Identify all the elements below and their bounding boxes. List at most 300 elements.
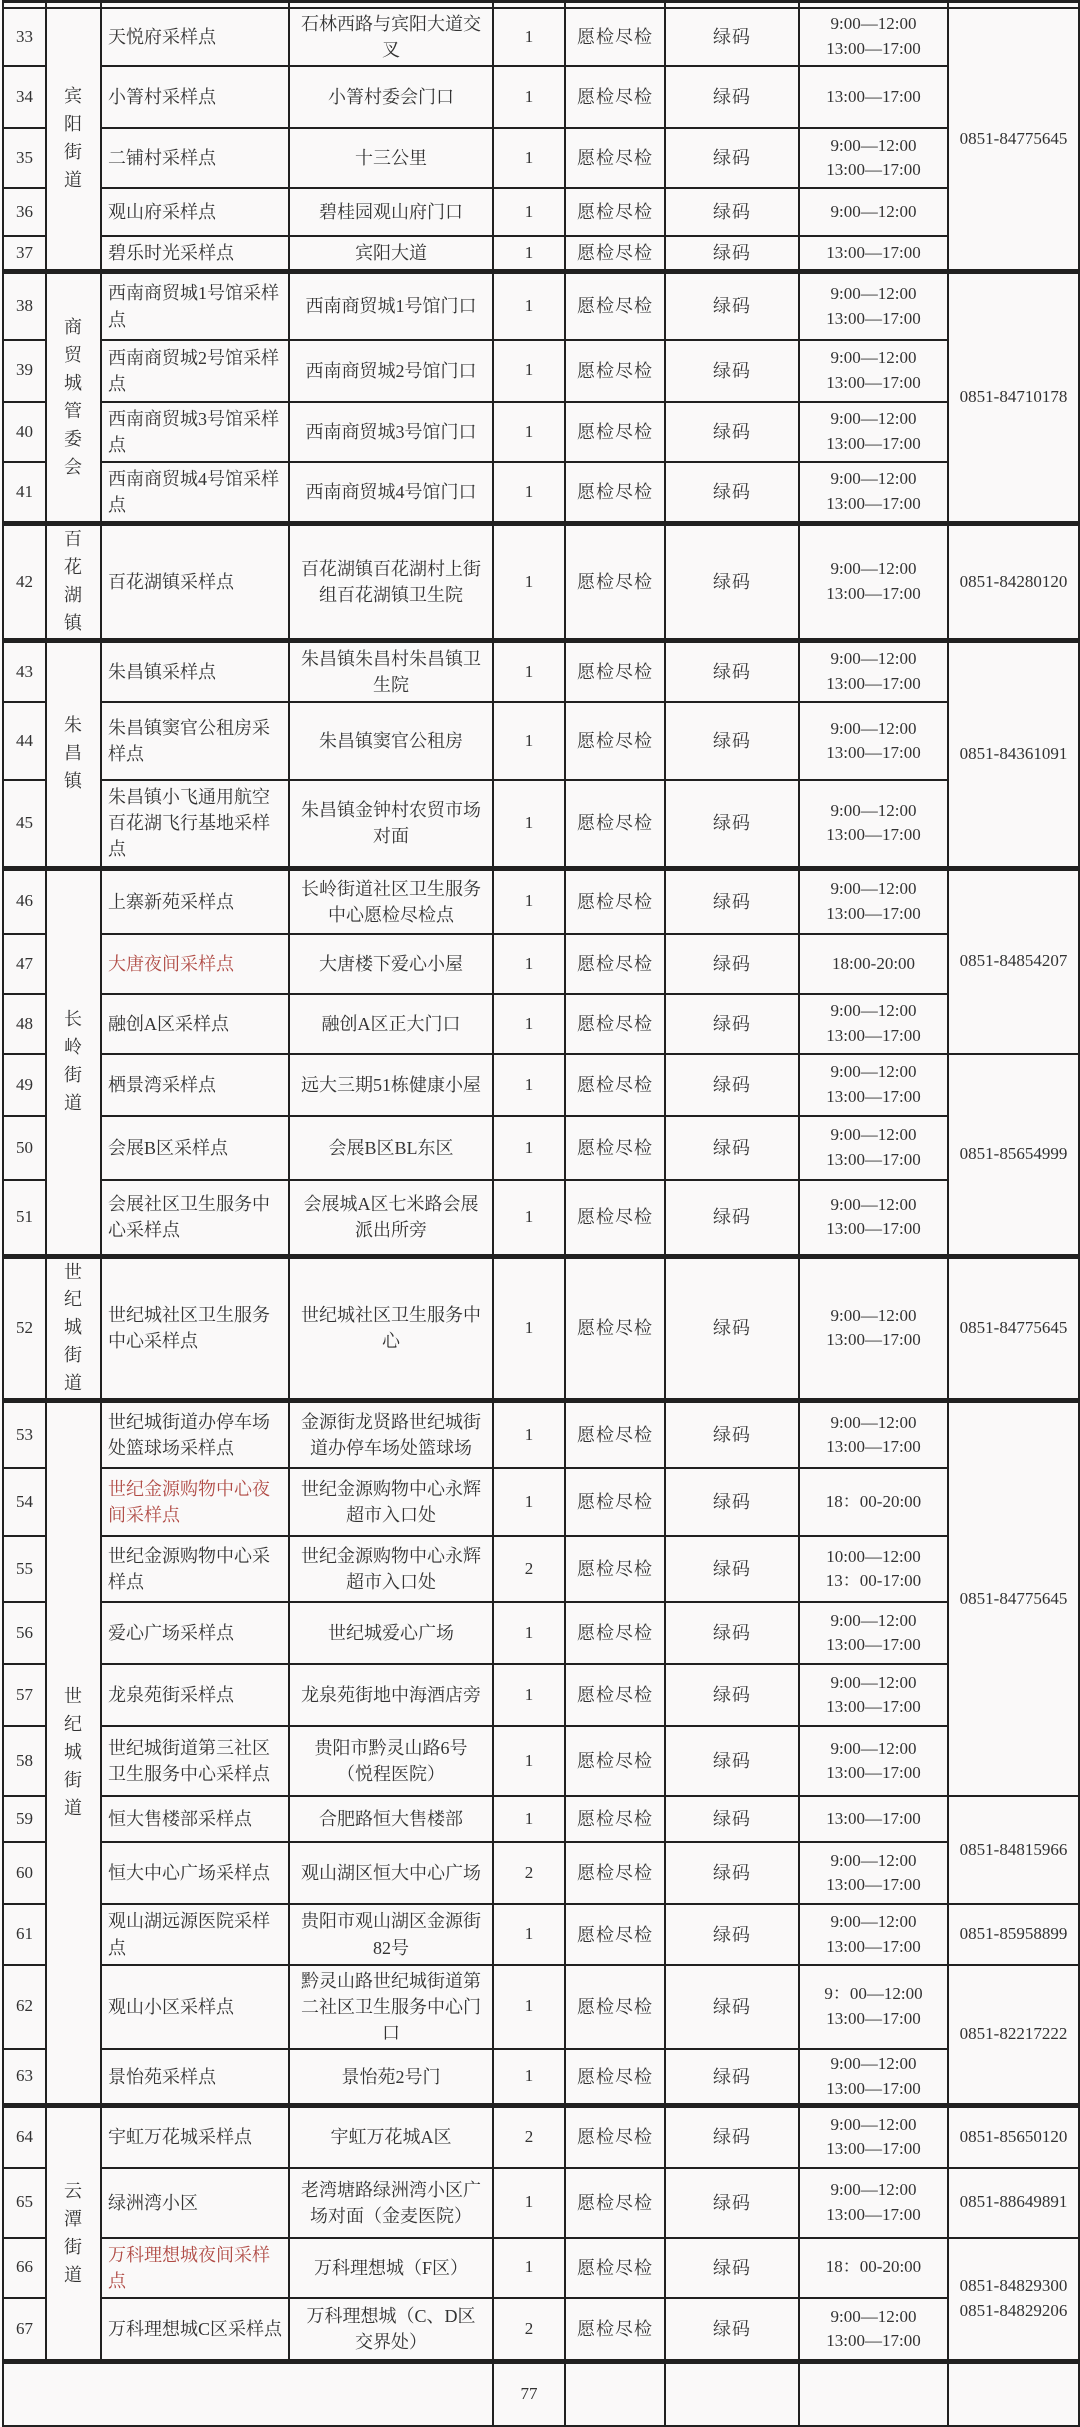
health-code-cell: 绿码 <box>665 402 799 462</box>
health-code-cell: 绿码 <box>665 1726 799 1796</box>
address-cell: 景怡苑2号门 <box>289 2049 493 2106</box>
address-cell: 世纪金源购物中心永辉超市入口处 <box>289 1468 493 1536</box>
health-code-cell: 绿码 <box>665 1116 799 1180</box>
total-row <box>3 2362 1079 2426</box>
count-cell: 1 <box>493 1664 565 1726</box>
sampling-points-table <box>2 0 1080 2427</box>
phone-cell: 0851-84361091 <box>948 640 1079 868</box>
table-row <box>3 1536 1079 1602</box>
sampling-point-name-cell: 万科理想城C区采样点 <box>101 2298 289 2362</box>
table-row <box>3 8 1079 66</box>
row-number-cell: 38 <box>3 272 46 340</box>
count-cell: 1 <box>493 1256 565 1400</box>
sampling-point-name-cell: 朱昌镇小飞通用航空百花湖飞行基地采样点 <box>101 780 289 868</box>
service-time-cell: 9:00—12:00 13:00—17:00 <box>799 8 948 66</box>
address-cell: 世纪城社区卫生服务中心 <box>289 1256 493 1400</box>
sampling-point-name-cell: 爱心广场采样点 <box>101 1602 289 1664</box>
table-row <box>3 188 1079 236</box>
health-code-cell: 绿码 <box>665 8 799 66</box>
row-number-cell: 36 <box>3 188 46 236</box>
table-row <box>3 2298 1079 2362</box>
empty-cell <box>565 2362 665 2426</box>
count-cell: 2 <box>493 2106 565 2168</box>
service-time-cell: 9:00—12:00 13:00—17:00 <box>799 1054 948 1116</box>
check-type-cell: 愿检尽检 <box>565 2168 665 2238</box>
row-number-cell: 40 <box>3 402 46 462</box>
health-code-cell: 绿码 <box>665 2168 799 2238</box>
table-row <box>3 934 1079 994</box>
sampling-point-name-cell: 宇虹万花城采样点 <box>101 2106 289 2168</box>
sampling-point-name-cell: 会展B区采样点 <box>101 1116 289 1180</box>
table-row <box>3 2238 1079 2298</box>
check-type-cell: 愿检尽检 <box>565 1116 665 1180</box>
health-code-cell: 绿码 <box>665 1842 799 1904</box>
street-cell: 百花湖镇 <box>46 524 101 641</box>
health-code-cell: 绿码 <box>665 236 799 272</box>
table-row <box>3 2049 1079 2106</box>
table-row <box>3 1400 1079 1468</box>
service-time-cell: 9:00—12:00 13:00—17:00 <box>799 1664 948 1726</box>
health-code-cell: 绿码 <box>665 780 799 868</box>
count-cell: 1 <box>493 272 565 340</box>
street-cell: 世纪城街道 <box>46 1256 101 1400</box>
table-row <box>3 1664 1079 1726</box>
address-cell: 大唐楼下爱心小屋 <box>289 934 493 994</box>
check-type-cell: 愿检尽检 <box>565 780 665 868</box>
count-cell: 1 <box>493 780 565 868</box>
row-number-cell: 66 <box>3 2238 46 2298</box>
address-cell: 西南商贸城4号馆门口 <box>289 462 493 524</box>
address-cell: 宇虹万花城A区 <box>289 2106 493 2168</box>
address-cell: 碧桂园观山府门口 <box>289 188 493 236</box>
address-cell: 世纪城爱心广场 <box>289 1602 493 1664</box>
address-cell: 十三公里 <box>289 128 493 188</box>
empty-cell <box>799 2362 948 2426</box>
row-number-cell: 65 <box>3 2168 46 2238</box>
row-number-cell: 43 <box>3 640 46 702</box>
sampling-point-name-cell: 世纪金源购物中心采样点 <box>101 1536 289 1602</box>
count-cell: 1 <box>493 1054 565 1116</box>
health-code-cell: 绿码 <box>665 702 799 780</box>
check-type-cell: 愿检尽检 <box>565 1256 665 1400</box>
health-code-cell: 绿码 <box>665 2106 799 2168</box>
table-row <box>3 2168 1079 2238</box>
check-type-cell: 愿检尽检 <box>565 1180 665 1256</box>
row-number-cell: 61 <box>3 1904 46 1964</box>
address-cell: 会展B区BL东区 <box>289 1116 493 1180</box>
service-time-cell: 9:00—12:00 13:00—17:00 <box>799 524 948 641</box>
service-time-cell: 9:00—12:00 13:00—17:00 <box>799 702 948 780</box>
address-cell: 老湾塘路绿洲湾小区广场对面（金麦医院） <box>289 2168 493 2238</box>
sampling-point-name-cell: 恒大售楼部采样点 <box>101 1796 289 1842</box>
table-row <box>3 402 1079 462</box>
check-type-cell: 愿检尽检 <box>565 640 665 702</box>
count-cell: 1 <box>493 128 565 188</box>
table-body <box>3 2 1079 2426</box>
check-type-cell: 愿检尽检 <box>565 1664 665 1726</box>
table-row <box>3 780 1079 868</box>
check-type-cell: 愿检尽检 <box>565 994 665 1054</box>
health-code-cell: 绿码 <box>665 2049 799 2106</box>
count-cell: 2 <box>493 1842 565 1904</box>
health-code-cell: 绿码 <box>665 934 799 994</box>
service-time-cell: 9:00—12:00 13:00—17:00 <box>799 1602 948 1664</box>
sampling-point-name-cell: 西南商贸城1号馆采样点 <box>101 272 289 340</box>
table-row <box>3 1602 1079 1664</box>
table-row <box>3 1796 1079 1842</box>
phone-cell: 0851-84710178 <box>948 272 1079 524</box>
address-cell: 朱昌镇窦官公租房 <box>289 702 493 780</box>
table-row <box>3 66 1079 128</box>
sampling-point-name-cell: 世纪城社区卫生服务中心采样点 <box>101 1256 289 1400</box>
service-time-cell: 10:00—12:00 13：00-17:00 <box>799 1536 948 1602</box>
service-time-cell: 9:00—12:00 13:00—17:00 <box>799 1256 948 1400</box>
table-row <box>3 462 1079 524</box>
count-cell: 1 <box>493 66 565 128</box>
count-cell: 1 <box>493 868 565 934</box>
address-cell: 长岭街道社区卫生服务中心愿检尽检点 <box>289 868 493 934</box>
phone-cell: 0851-85650120 <box>948 2106 1079 2168</box>
table-row <box>3 1904 1079 1964</box>
count-cell: 1 <box>493 934 565 994</box>
service-time-cell: 13:00—17:00 <box>799 1796 948 1842</box>
table-row <box>3 994 1079 1054</box>
row-number-cell: 58 <box>3 1726 46 1796</box>
service-time-cell: 9:00—12:00 13:00—17:00 <box>799 340 948 402</box>
phone-cell: 0851-85654999 <box>948 1054 1079 1256</box>
sampling-point-name-cell: 观山小区采样点 <box>101 1965 289 2049</box>
address-cell: 百花湖镇百花湖村上街组百花湖镇卫生院 <box>289 524 493 641</box>
table-row <box>3 868 1079 934</box>
street-cell: 世纪城街道 <box>46 1400 101 2105</box>
address-cell: 万科理想城（C、D区交界处） <box>289 2298 493 2362</box>
check-type-cell: 愿检尽检 <box>565 1726 665 1796</box>
health-code-cell: 绿码 <box>665 868 799 934</box>
table-row <box>3 236 1079 272</box>
address-cell: 石林西路与宾阳大道交叉 <box>289 8 493 66</box>
count-cell: 2 <box>493 2298 565 2362</box>
count-cell: 1 <box>493 1180 565 1256</box>
sampling-point-name-cell: 大唐夜间采样点 <box>101 934 289 994</box>
health-code-cell: 绿码 <box>665 1054 799 1116</box>
row-number-cell: 48 <box>3 994 46 1054</box>
row-number-cell: 49 <box>3 1054 46 1116</box>
row-number-cell: 37 <box>3 236 46 272</box>
empty-cell <box>665 2362 799 2426</box>
address-cell: 合肥路恒大售楼部 <box>289 1796 493 1842</box>
sampling-point-name-cell: 朱昌镇采样点 <box>101 640 289 702</box>
check-type-cell: 愿检尽检 <box>565 868 665 934</box>
table-row <box>3 128 1079 188</box>
street-cell: 朱昌镇 <box>46 640 101 868</box>
row-number-cell: 55 <box>3 1536 46 1602</box>
phone-cell: 0851-84854207 <box>948 868 1079 1054</box>
row-number-cell: 44 <box>3 702 46 780</box>
address-cell: 远大三期51栋健康小屋 <box>289 1054 493 1116</box>
count-cell: 1 <box>493 524 565 641</box>
table-row <box>3 1468 1079 1536</box>
sampling-point-name-cell: 朱昌镇窦官公租房采样点 <box>101 702 289 780</box>
street-cell: 云潭街道 <box>46 2106 101 2362</box>
address-cell: 西南商贸城1号馆门口 <box>289 272 493 340</box>
health-code-cell: 绿码 <box>665 524 799 641</box>
table-row <box>3 702 1079 780</box>
check-type-cell: 愿检尽检 <box>565 1400 665 1468</box>
check-type-cell: 愿检尽检 <box>565 934 665 994</box>
address-cell: 会展城A区七米路会展派出所旁 <box>289 1180 493 1256</box>
row-number-cell: 33 <box>3 8 46 66</box>
health-code-cell: 绿码 <box>665 1796 799 1842</box>
check-type-cell: 愿检尽检 <box>565 2049 665 2106</box>
sampling-point-name-cell: 观山湖远源医院采样点 <box>101 1904 289 1964</box>
row-number-cell: 53 <box>3 1400 46 1468</box>
check-type-cell: 愿检尽检 <box>565 1602 665 1664</box>
count-cell: 1 <box>493 1468 565 1536</box>
sampling-point-name-cell: 西南商贸城4号馆采样点 <box>101 462 289 524</box>
sampling-point-name-cell: 西南商贸城3号馆采样点 <box>101 402 289 462</box>
health-code-cell: 绿码 <box>665 1602 799 1664</box>
count-cell: 1 <box>493 402 565 462</box>
street-cell: 长岭街道 <box>46 868 101 1256</box>
check-type-cell: 愿检尽检 <box>565 236 665 272</box>
table-row <box>3 1965 1079 2049</box>
address-cell: 西南商贸城2号馆门口 <box>289 340 493 402</box>
health-code-cell: 绿码 <box>665 340 799 402</box>
count-cell: 1 <box>493 8 565 66</box>
health-code-cell: 绿码 <box>665 1664 799 1726</box>
check-type-cell: 愿检尽检 <box>565 1054 665 1116</box>
health-code-cell: 绿码 <box>665 994 799 1054</box>
service-time-cell: 9:00—12:00 13:00—17:00 <box>799 1400 948 1468</box>
empty-cell <box>948 2362 1079 2426</box>
sampling-point-name-cell: 会展社区卫生服务中心采样点 <box>101 1180 289 1256</box>
count-cell: 1 <box>493 640 565 702</box>
table-row <box>3 1180 1079 1256</box>
count-cell: 1 <box>493 1726 565 1796</box>
address-cell: 宾阳大道 <box>289 236 493 272</box>
row-number-cell: 59 <box>3 1796 46 1842</box>
count-cell: 1 <box>493 1904 565 1964</box>
phone-cell: 0851-84775645 <box>948 1400 1079 1796</box>
service-time-cell: 9:00—12:00 13:00—17:00 <box>799 2106 948 2168</box>
count-cell: 1 <box>493 2049 565 2106</box>
service-time-cell: 9：00—12:00 13:00—17:00 <box>799 1965 948 2049</box>
service-time-cell: 9:00—12:00 13:00—17:00 <box>799 780 948 868</box>
check-type-cell: 愿检尽检 <box>565 402 665 462</box>
phone-cell: 0851-84815966 <box>948 1796 1079 1904</box>
phone-cell: 0851-85958899 <box>948 1904 1079 1964</box>
health-code-cell: 绿码 <box>665 1468 799 1536</box>
service-time-cell: 18：00-20:00 <box>799 1468 948 1536</box>
health-code-cell: 绿码 <box>665 1904 799 1964</box>
check-type-cell: 愿检尽检 <box>565 1842 665 1904</box>
check-type-cell: 愿检尽检 <box>565 2298 665 2362</box>
health-code-cell: 绿码 <box>665 462 799 524</box>
check-type-cell: 愿检尽检 <box>565 1904 665 1964</box>
service-time-cell: 9:00—12:00 13:00—17:00 <box>799 1180 948 1256</box>
health-code-cell: 绿码 <box>665 640 799 702</box>
check-type-cell: 愿检尽检 <box>565 1536 665 1602</box>
count-cell: 1 <box>493 188 565 236</box>
phone-cell: 0851-84829300 0851-84829206 <box>948 2238 1079 2362</box>
address-cell: 万科理想城（F区） <box>289 2238 493 2298</box>
service-time-cell: 9:00—12:00 <box>799 188 948 236</box>
table-row <box>3 524 1079 641</box>
address-cell: 融创A区正大门口 <box>289 994 493 1054</box>
count-cell: 1 <box>493 1400 565 1468</box>
table-row <box>3 1726 1079 1796</box>
sampling-point-name-cell: 小箐村采样点 <box>101 66 289 128</box>
phone-cell: 0851-84775645 <box>948 1256 1079 1400</box>
address-cell: 朱昌镇朱昌村朱昌镇卫生院 <box>289 640 493 702</box>
row-number-cell: 50 <box>3 1116 46 1180</box>
table-row <box>3 1116 1079 1180</box>
service-time-cell: 9:00—12:00 13:00—17:00 <box>799 2049 948 2106</box>
table-row <box>3 640 1079 702</box>
phone-cell: 0851-82217222 <box>948 1965 1079 2106</box>
address-cell: 黔灵山路世纪城街道第二社区卫生服务中心门口 <box>289 1965 493 2049</box>
service-time-cell: 9:00—12:00 13:00—17:00 <box>799 1116 948 1180</box>
phone-cell: 0851-84775645 <box>948 8 1079 272</box>
total-spacer-cell <box>3 2362 493 2426</box>
row-number-cell: 52 <box>3 1256 46 1400</box>
sampling-point-name-cell: 西南商贸城2号馆采样点 <box>101 340 289 402</box>
check-type-cell: 愿检尽检 <box>565 702 665 780</box>
row-number-cell: 64 <box>3 2106 46 2168</box>
row-number-cell: 41 <box>3 462 46 524</box>
check-type-cell: 愿检尽检 <box>565 1965 665 2049</box>
street-cell: 宾阳街道 <box>46 8 101 272</box>
row-number-cell: 57 <box>3 1664 46 1726</box>
total-count-cell: 77 <box>493 2362 565 2426</box>
service-time-cell: 9:00—12:00 13:00—17:00 <box>799 402 948 462</box>
service-time-cell: 9:00—12:00 13:00—17:00 <box>799 1904 948 1964</box>
row-number-cell: 63 <box>3 2049 46 2106</box>
row-number-cell: 35 <box>3 128 46 188</box>
row-number-cell: 60 <box>3 1842 46 1904</box>
health-code-cell: 绿码 <box>665 2298 799 2362</box>
health-code-cell: 绿码 <box>665 128 799 188</box>
service-time-cell: 9:00—12:00 13:00—17:00 <box>799 128 948 188</box>
table-row <box>3 2106 1079 2168</box>
row-number-cell: 45 <box>3 780 46 868</box>
check-type-cell: 愿检尽检 <box>565 524 665 641</box>
sampling-point-name-cell: 二铺村采样点 <box>101 128 289 188</box>
phone-cell: 0851-84280120 <box>948 524 1079 641</box>
check-type-cell: 愿检尽检 <box>565 2238 665 2298</box>
check-type-cell: 愿检尽检 <box>565 1796 665 1842</box>
address-cell: 朱昌镇金钟村农贸市场对面 <box>289 780 493 868</box>
health-code-cell: 绿码 <box>665 1536 799 1602</box>
address-cell: 小箐村委会门口 <box>289 66 493 128</box>
service-time-cell: 9:00—12:00 13:00—17:00 <box>799 2298 948 2362</box>
count-cell: 1 <box>493 1796 565 1842</box>
health-code-cell: 绿码 <box>665 2238 799 2298</box>
address-cell: 龙泉苑街地中海酒店旁 <box>289 1664 493 1726</box>
service-time-cell: 9:00—12:00 13:00—17:00 <box>799 640 948 702</box>
count-cell: 1 <box>493 702 565 780</box>
phone-cell: 0851-88649891 <box>948 2168 1079 2238</box>
address-cell: 贵阳市黔灵山路6号（悦程医院） <box>289 1726 493 1796</box>
check-type-cell: 愿检尽检 <box>565 340 665 402</box>
count-cell: 1 <box>493 236 565 272</box>
sampling-point-name-cell: 上寨新苑采样点 <box>101 868 289 934</box>
service-time-cell: 9:00—12:00 13:00—17:00 <box>799 2168 948 2238</box>
count-cell: 1 <box>493 1116 565 1180</box>
row-number-cell: 56 <box>3 1602 46 1664</box>
sampling-point-name-cell: 恒大中心广场采样点 <box>101 1842 289 1904</box>
address-cell: 西南商贸城3号馆门口 <box>289 402 493 462</box>
sampling-point-name-cell: 栖景湾采样点 <box>101 1054 289 1116</box>
count-cell: 1 <box>493 994 565 1054</box>
address-cell: 世纪金源购物中心永辉超市入口处 <box>289 1536 493 1602</box>
sampling-point-name-cell: 龙泉苑街采样点 <box>101 1664 289 1726</box>
sampling-point-name-cell: 百花湖镇采样点 <box>101 524 289 641</box>
check-type-cell: 愿检尽检 <box>565 66 665 128</box>
service-time-cell: 18：00-20:00 <box>799 2238 948 2298</box>
sampling-point-name-cell: 碧乐时光采样点 <box>101 236 289 272</box>
count-cell: 2 <box>493 1536 565 1602</box>
service-time-cell: 9:00—12:00 13:00—17:00 <box>799 994 948 1054</box>
health-code-cell: 绿码 <box>665 1965 799 2049</box>
service-time-cell: 9:00—12:00 13:00—17:00 <box>799 1726 948 1796</box>
check-type-cell: 愿检尽检 <box>565 8 665 66</box>
check-type-cell: 愿检尽检 <box>565 462 665 524</box>
row-number-cell: 67 <box>3 2298 46 2362</box>
service-time-cell: 9:00—12:00 13:00—17:00 <box>799 462 948 524</box>
service-time-cell: 9:00—12:00 13:00—17:00 <box>799 1842 948 1904</box>
row-number-cell: 42 <box>3 524 46 641</box>
service-time-cell: 9:00—12:00 13:00—17:00 <box>799 868 948 934</box>
row-number-cell: 46 <box>3 868 46 934</box>
address-cell: 金源街龙贤路世纪城街道办停车场处篮球场 <box>289 1400 493 1468</box>
service-time-cell: 13:00—17:00 <box>799 236 948 272</box>
sampling-point-name-cell: 景怡苑采样点 <box>101 2049 289 2106</box>
sampling-point-name-cell: 观山府采样点 <box>101 188 289 236</box>
health-code-cell: 绿码 <box>665 188 799 236</box>
check-type-cell: 愿检尽检 <box>565 272 665 340</box>
sampling-point-name-cell: 天悦府采样点 <box>101 8 289 66</box>
check-type-cell: 愿检尽检 <box>565 128 665 188</box>
table-row <box>3 272 1079 340</box>
count-cell: 1 <box>493 2238 565 2298</box>
row-number-cell: 62 <box>3 1965 46 2049</box>
service-time-cell: 18:00-20:00 <box>799 934 948 994</box>
count-cell: 1 <box>493 1602 565 1664</box>
check-type-cell: 愿检尽检 <box>565 2106 665 2168</box>
address-cell: 观山湖区恒大中心广场 <box>289 1842 493 1904</box>
service-time-cell: 13:00—17:00 <box>799 66 948 128</box>
row-number-cell: 34 <box>3 66 46 128</box>
health-code-cell: 绿码 <box>665 1180 799 1256</box>
health-code-cell: 绿码 <box>665 66 799 128</box>
row-number-cell: 51 <box>3 1180 46 1256</box>
count-cell: 1 <box>493 462 565 524</box>
address-cell: 贵阳市观山湖区金源街82号 <box>289 1904 493 1964</box>
table-row <box>3 1256 1079 1400</box>
table-row <box>3 340 1079 402</box>
row-number-cell: 47 <box>3 934 46 994</box>
check-type-cell: 愿检尽检 <box>565 188 665 236</box>
check-type-cell: 愿检尽检 <box>565 1468 665 1536</box>
street-cell: 商贸城管委会 <box>46 272 101 524</box>
count-cell: 1 <box>493 1965 565 2049</box>
table-row <box>3 1054 1079 1116</box>
sampling-point-name-cell: 绿洲湾小区 <box>101 2168 289 2238</box>
sampling-point-name-cell: 万科理想城夜间采样点 <box>101 2238 289 2298</box>
sampling-point-name-cell: 融创A区采样点 <box>101 994 289 1054</box>
count-cell: 1 <box>493 2168 565 2238</box>
